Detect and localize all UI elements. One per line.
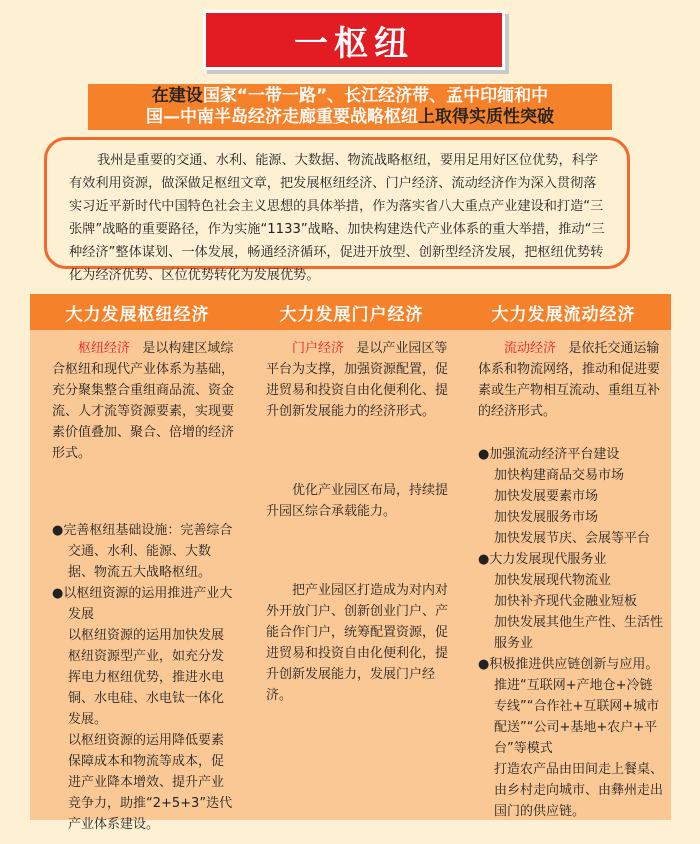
paragraph: 把产业园区打造成为对内对外开放门户、创新创业门户、产能合作门户，统筹配置资源，促进贸易和投资自由化便利化，提升创新发展能力，发展门户经济。 (266, 583, 449, 703)
bullet-item: ●积极推进供应链创新与应用。 (478, 657, 659, 672)
subtitle-banner (88, 84, 612, 130)
definition-text: 是以构建区域综合枢纽和现代产业体系为基础，充分聚集整合重组商品流、资金流、人才流等资源要素，实现要素价值叠加、聚合、倍增的经济形式。 (52, 341, 235, 461)
subtitle-highlight-1: 国家“一带一路”、长江经济带、孟中印缅和中 (202, 86, 549, 106)
definition (266, 338, 449, 422)
definition (478, 338, 663, 422)
subtitle-line-2 (88, 107, 612, 128)
keyword: 枢纽经济 (78, 341, 131, 356)
keyword: 流动经济 (504, 341, 557, 356)
definition (52, 338, 235, 464)
bullet-item: ●大力发展现代服务业 (478, 552, 607, 567)
subtitle-prefix: 在建设 (151, 86, 203, 106)
page-title: 一枢纽 (203, 10, 505, 70)
column-header: 大力发展门户经济 (244, 294, 459, 330)
sub-item: 加快补齐现代金融业短板 (494, 594, 638, 609)
keyword: 门户经济 (292, 341, 345, 356)
sub-item: 加快发展要素市场 (494, 489, 599, 504)
sub-item: 加快发展现代物流业 (494, 573, 612, 588)
column-flow-economy (456, 294, 671, 820)
sub-paragraph: 打造农产品由田间走上餐桌、由乡村走向城市、由彝州走出国门的供应链。 (494, 762, 664, 819)
subtitle-highlight-2: 国—中南半岛经济走廊重要战略枢纽 (146, 107, 418, 127)
subtitle-line-1 (88, 86, 612, 107)
column-header: 大力发展枢纽经济 (30, 294, 245, 330)
sub-paragraph: 以枢纽资源的运用降低要素保障成本和物流等成本，促进产业降本增效、提升产业竞争力，助推“2+5+3”迭代产业体系建设。 (68, 733, 233, 832)
column-body (244, 330, 459, 820)
sub-item: 加快发展其他生产性、生活性服务业 (494, 615, 664, 651)
column-hub-economy (30, 294, 245, 832)
bullet-item: ●完善枢纽基础设施：完善综合交通、水利、能源、大数据、物流五大战略枢纽。 (52, 523, 233, 580)
bullet-item: ●以枢纽资源的运用推进产业大发展 (52, 586, 233, 622)
sub-item: 加快构建商品交易市场 (494, 468, 625, 483)
column-body (30, 330, 245, 832)
paragraph: 优化产业园区布局，持续提升园区综合承载能力。 (266, 483, 449, 519)
column-header: 大力发展流动经济 (456, 294, 671, 330)
sub-paragraph: 推进“互联网+产地仓+冷链专线”“合作社+互联网+城市配送”“公司+基地+农户+平台”等模式 (494, 678, 660, 756)
subtitle-suffix: 上取得实质性突破 (418, 107, 554, 127)
intro-paragraph: 我州是重要的交通、水利、能源、大数据、物流战略枢纽，要用足用好区位优势，科学有效利用资源，做深做足枢纽文章，把发展枢纽经济、门户经济、流动经济作为深入贯彻落实习近平新时代中国特色社会主义思想的具体举措，作为落实省八大重点产业建设和打造“三张牌”战略的重要路径，作为实施“1133”战略、加快构建迭代产业体系的重大举措，推动“三种经济”整体谋划、一体发展，畅通经济循环，促进开放型、创新型经济发展，把枢纽优势转化为经济优势、区位优势转化为发展优势。 (44, 137, 630, 269)
sub-item: 加快发展服务市场 (494, 510, 599, 525)
definition-text: 是以产业园区等平台为支撑，加强资源配置，促进贸易和投资自由化便利化、提升创新发展能力的经济形式。 (266, 341, 449, 419)
column-gateway-economy (244, 294, 459, 820)
sub-item: 加快发展节庆、会展等平台 (494, 531, 651, 546)
definition-text: 是依托交通运输体系和物流网络，推动和促进要素或生产物相互流动、重组互补的经济形式。 (478, 341, 661, 419)
sub-paragraph: 以枢纽资源的运用加快发展枢纽资源型产业，如充分发挥电力枢纽优势，推进水电铜、水电硅、水电钛一体化发展。 (68, 628, 225, 727)
bullet-item: ●加强流动经济平台建设 (478, 447, 620, 462)
column-body (456, 330, 671, 820)
